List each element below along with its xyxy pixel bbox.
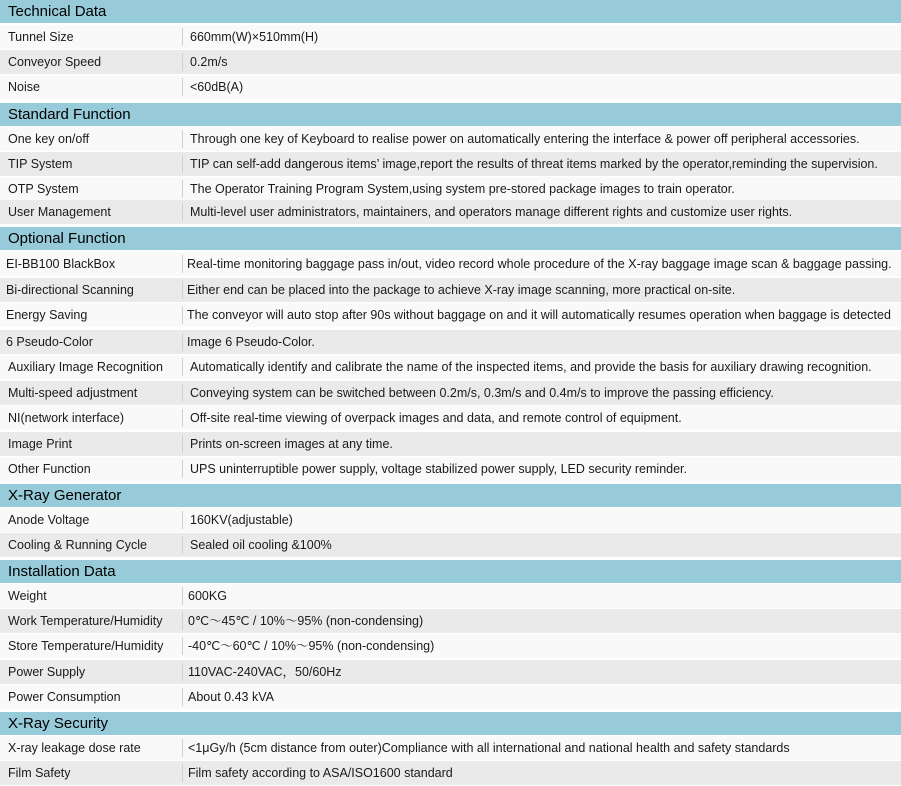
row-value: Either end can be placed into the package to achieve X-ray image scanning, more practical on-site.: [187, 283, 736, 297]
row-value: 0.2m/s: [190, 55, 228, 69]
row-label: Noise: [8, 80, 40, 94]
row-label: Conveyor Speed: [8, 55, 102, 69]
table-row: [0, 406, 901, 431]
column-divider: [182, 333, 183, 351]
column-divider: [182, 28, 183, 46]
row-label: Power Supply: [8, 665, 86, 679]
table-row: [0, 127, 901, 152]
column-divider: [182, 155, 183, 173]
table-row: [0, 634, 901, 659]
section-header-installation: Installation Data: [0, 560, 901, 583]
row-label: User Management: [8, 205, 111, 219]
table-row: [0, 330, 901, 355]
row-value: UPS uninterruptible power supply, voltage stabilized power supply, LED security reminder.: [190, 462, 688, 476]
row-label: Energy Saving: [6, 308, 88, 322]
row-label: Tunnel Size: [8, 30, 74, 44]
row-value: Through one key of Keyboard to realise power on automatically entering the interface & power off peripheral accessories.: [190, 132, 860, 146]
column-divider: [182, 511, 183, 529]
column-divider: [182, 384, 183, 402]
row-value: Multi-level user administrators, maintainers, and operators manage different rights and customize user rights.: [190, 205, 793, 219]
table-row: [0, 508, 901, 533]
column-divider: [182, 637, 183, 655]
row-value: Conveying system can be switched between 0.2m/s, 0.3m/s and 0.4m/s to improve the passing efficiency.: [190, 386, 774, 400]
section-header-standard: Standard Function: [0, 103, 901, 126]
section-header-security: X-Ray Security: [0, 712, 901, 735]
row-label: X-ray leakage dose rate: [8, 741, 141, 755]
table-row: [0, 457, 901, 482]
column-divider: [182, 130, 183, 148]
column-divider: [182, 460, 183, 478]
table-row: [0, 152, 901, 177]
table-row: [0, 278, 901, 303]
row-value: About 0.43 kVA: [188, 690, 274, 704]
row-value: 600KG: [188, 589, 227, 603]
row-value: <60dB(A): [190, 80, 244, 94]
row-label: Bi-directional Scanning: [6, 283, 134, 297]
table-row: [0, 736, 901, 761]
row-label: OTP System: [8, 182, 79, 196]
row-value: <1μGy/h (5cm distance from outer)Compliance with all international and national health and safety standards: [188, 741, 790, 755]
section-header-optional: Optional Function: [0, 227, 901, 250]
column-divider: [182, 688, 183, 706]
column-divider: [182, 612, 183, 630]
table-row: [0, 75, 901, 100]
row-value: TIP can self-add dangerous items’ image,report the results of threat items marked by the operator,reminding the supervision.: [190, 157, 878, 171]
row-value: The conveyor will auto stop after 90s without baggage on and it will automatically resumes operation when baggage is detected: [187, 308, 891, 322]
table-row: [0, 609, 901, 634]
column-divider: [182, 536, 183, 554]
row-value: Real-time monitoring baggage pass in/out, video record whole procedure of the X-ray baggage image scan & baggage passing.: [187, 257, 892, 271]
table-row: [0, 533, 901, 558]
column-divider: [182, 663, 183, 681]
row-label: Film Safety: [8, 766, 71, 780]
table-row: [0, 303, 901, 328]
row-value: 160KV(adjustable): [190, 513, 293, 527]
table-row: [0, 25, 901, 50]
row-value: 0℃～45℃ / 10%～95% (non-condensing): [188, 614, 424, 628]
row-value: Off-site real-time viewing of overpack images and data, and remote control of equipment.: [190, 411, 682, 425]
row-value: Film safety according to ASA/ISO1600 standard: [188, 766, 453, 780]
table-row: [0, 355, 901, 380]
table-row: [0, 381, 901, 406]
table-row: [0, 200, 901, 225]
column-divider: [182, 435, 183, 453]
column-divider: [182, 587, 183, 605]
section-header-generator: X-Ray Generator: [0, 484, 901, 507]
row-label: One key on/off: [8, 132, 90, 146]
column-divider: [182, 358, 183, 376]
column-divider: [182, 78, 183, 96]
row-label: 6 Pseudo-Color: [6, 335, 93, 349]
column-divider: [182, 53, 183, 71]
row-value: Prints on-screen images at any time.: [190, 437, 393, 451]
row-label: Work Temperature/Humidity: [8, 614, 163, 628]
row-label: Power Consumption: [8, 690, 121, 704]
column-divider: [182, 255, 183, 273]
table-row: [0, 584, 901, 609]
column-divider: [182, 306, 183, 324]
row-label: Cooling & Running Cycle: [8, 538, 147, 552]
column-divider: [182, 281, 183, 299]
row-value: Automatically identify and calibrate the name of the inspected items, and provide the basis for auxiliary drawing recognition.: [190, 360, 872, 374]
table-row: [0, 761, 901, 786]
table-row: [0, 660, 901, 685]
column-divider: [182, 409, 183, 427]
row-label: Anode Voltage: [8, 513, 90, 527]
row-label: Store Temperature/Humidity: [8, 639, 164, 653]
column-divider: [182, 203, 183, 221]
row-label: Other Function: [8, 462, 91, 476]
row-label: EI-BB100 BlackBox: [6, 257, 116, 271]
row-label: Multi-speed adjustment: [8, 386, 138, 400]
row-label: NI(network interface): [8, 411, 125, 425]
table-row: [0, 177, 901, 202]
row-value: Image 6 Pseudo-Color.: [187, 335, 315, 349]
row-value: The Operator Training Program System,using system pre-stored package images to train operator.: [190, 182, 735, 196]
row-label: Weight: [8, 589, 47, 603]
row-value: -40℃～60℃ / 10%～95% (non-condensing): [188, 639, 435, 653]
row-label: Auxiliary Image Recognition: [8, 360, 163, 374]
row-value: 110VAC-240VAC，50/60Hz: [188, 665, 342, 679]
column-divider: [182, 764, 183, 782]
row-value: Sealed oil cooling &100%: [190, 538, 332, 552]
table-row: [0, 50, 901, 75]
table-row: [0, 432, 901, 457]
row-value: 660mm(W)×510mm(H): [190, 30, 319, 44]
column-divider: [182, 180, 183, 198]
section-header-technical: Technical Data: [0, 0, 901, 23]
row-label: TIP System: [8, 157, 73, 171]
row-label: Image Print: [8, 437, 72, 451]
column-divider: [182, 739, 183, 757]
table-row: [0, 685, 901, 710]
table-row: [0, 252, 901, 277]
